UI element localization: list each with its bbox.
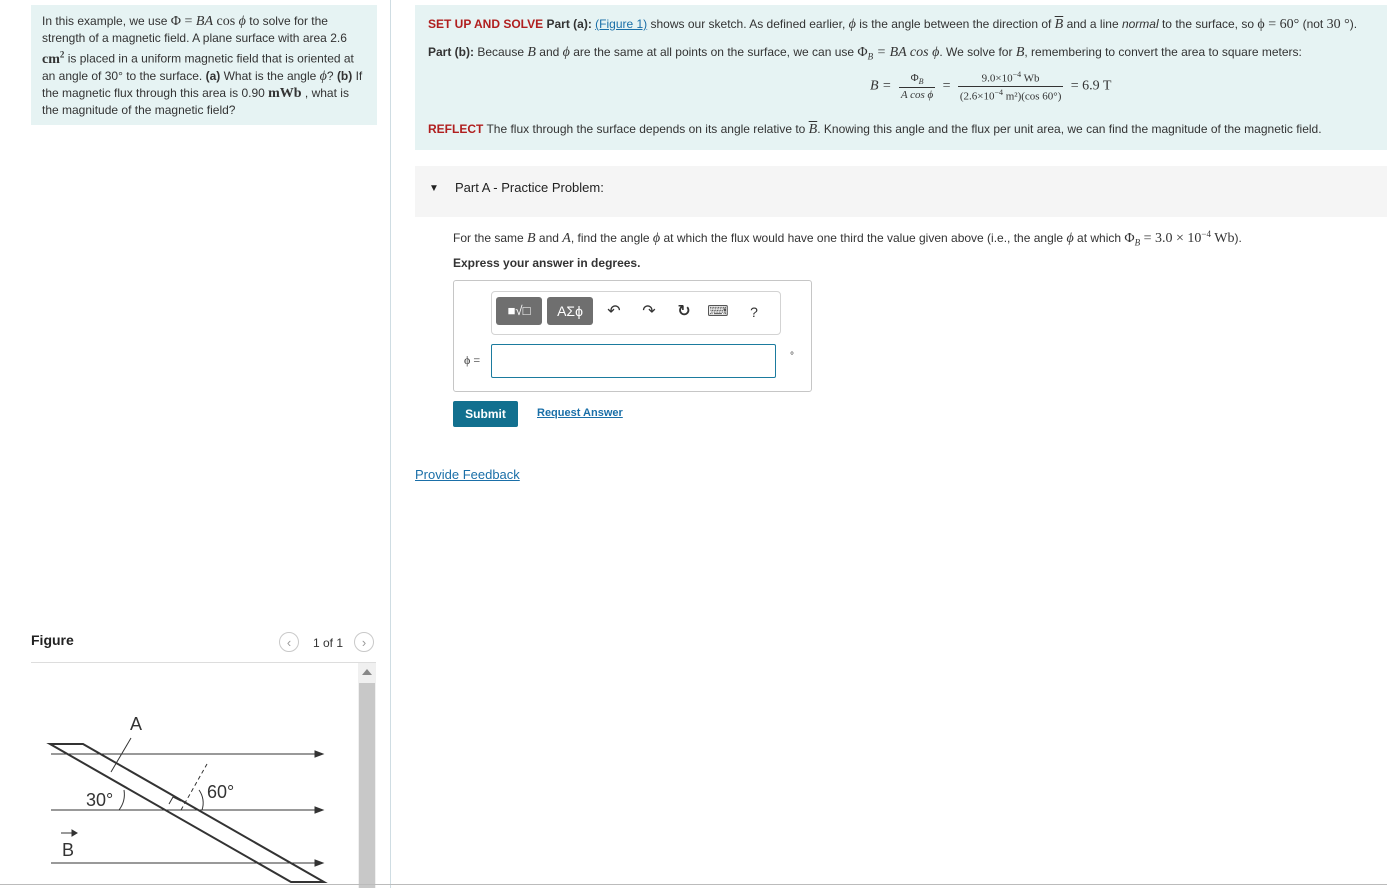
- problem-text: ?: [326, 68, 334, 83]
- problem-statement: [31, 5, 377, 125]
- fraction-flux-over-area: $\frac{\Phi_B}{\text{A cos ϕ}}$: [900, 71, 934, 101]
- label-30-degrees: 30°: [86, 790, 114, 810]
- problem-text: to solve for the strength of a magnetic field. A plane surface with area: [42, 14, 328, 45]
- solution-formula: B = $\frac{\Phi_B}{\text{A cos ϕ}}$ = $\frac{9.0\times 10^{-4} Wb}{(2.6\times 10^{-4} m^2)(\cos 60^\circ)}$ = 6.9 T: [870, 70, 1112, 103]
- undo-icon[interactable]: ↶: [607, 303, 621, 320]
- part-a-tag: (a): [205, 68, 221, 83]
- symbols-button[interactable]: ΑΣϕ: [547, 297, 593, 325]
- problem-text: , what is the magnitude of the magnetic field?: [42, 85, 349, 117]
- phi-symbol: ϕ: [319, 68, 327, 84]
- setup-label: SET UP AND SOLVE: [428, 17, 544, 31]
- collapse-toggle-icon[interactable]: ▼: [429, 183, 439, 194]
- answer-instructions: Express your answer in degrees.: [453, 256, 641, 270]
- problem-text: If the magnetic flux through this area is 0.90: [42, 68, 363, 100]
- part-b-tag: (b): [336, 68, 353, 83]
- answer-input[interactable]: [491, 344, 776, 378]
- math-toolbar: [491, 291, 781, 335]
- help-button[interactable]: ?: [750, 304, 758, 320]
- flux-symbol: Φ: [170, 14, 181, 29]
- prev-figure-button[interactable]: ‹: [279, 632, 299, 652]
- part-a-label: Part (a):: [543, 17, 596, 31]
- figure-link[interactable]: (Figure 1): [595, 17, 648, 31]
- variable-label: ϕ =: [464, 353, 481, 367]
- figure-pager: 1 of 1: [313, 636, 344, 650]
- reflect-label: REFLECT: [428, 122, 484, 136]
- part-a-header[interactable]: [415, 166, 1387, 217]
- cos-symbol: cos: [213, 14, 239, 29]
- redo-icon[interactable]: ↷: [642, 303, 656, 320]
- ba-symbol: BA: [195, 14, 213, 29]
- answer-area: [453, 280, 812, 392]
- practice-question: For the same B and A, find the angle ϕ at which the flux would have one third the value given above (i.e., the angle ϕ at which $\Phi_B = 3.0 \times 10^{-4}$ Wb).: [453, 229, 1242, 248]
- provide-feedback-link[interactable]: Provide Feedback: [415, 467, 520, 482]
- label-a: A: [130, 714, 143, 734]
- equals: =: [180, 14, 196, 29]
- figure-heading: Figure: [31, 632, 74, 648]
- area-unit: $cm^2$: [42, 49, 65, 67]
- keyboard-icon[interactable]: ⌨: [707, 303, 729, 320]
- figure-diagram: [31, 664, 356, 888]
- figure-scrollbar[interactable]: [358, 663, 376, 888]
- fraction-values: $\frac{9.0\times 10^{-4} Wb}{(2.6\times 10^{-4} m^2)(\cos 60^\circ)}$: [959, 70, 1062, 103]
- panel-divider: [390, 0, 391, 888]
- left-panel: [0, 0, 390, 888]
- reset-icon[interactable]: ↻: [677, 303, 691, 320]
- phi-symbol: ϕ: [238, 14, 246, 29]
- figure-divider: [31, 662, 376, 663]
- part-a-title: Part A - Practice Problem:: [455, 180, 604, 195]
- next-figure-button[interactable]: ›: [354, 632, 374, 652]
- templates-button[interactable]: ■√□: [496, 297, 542, 325]
- problem-text: What is the angle: [220, 68, 320, 83]
- label-60-degrees: 60°: [207, 782, 235, 802]
- bottom-border: [0, 884, 1387, 885]
- scroll-up-icon[interactable]: [362, 669, 372, 675]
- area-value: 2.6: [330, 31, 347, 45]
- solution-part-b-line: Part (b): Because B and ϕ are the same at all points on the surface, we can use $\Phi_B$ = BA cos ϕ. We solve for B, remembering to convert the area to square meters:: [428, 45, 1302, 62]
- request-answer-link[interactable]: Request Answer: [537, 407, 623, 419]
- scroll-thumb[interactable]: [359, 683, 375, 888]
- result-value: = 6.9 T: [1070, 78, 1112, 94]
- worked-solution: [415, 5, 1387, 150]
- flux-unit: mWb: [268, 85, 302, 101]
- label-b: B: [62, 840, 75, 860]
- reflect-line: REFLECT The flux through the surface depends on its angle relative to $\overline{B}$. Knowing this angle and the flux per unit area, we can find the magnitude of the magnetic field.: [428, 122, 1322, 137]
- solution-part-a-line: SET UP AND SOLVE Part (a): (Figure 1) shows our sketch. As defined earlier, ϕ is the angle between the direction of $\overline{B}$ and a line normal to the surface, so ϕ = 60° (not 30 °).: [428, 17, 1358, 32]
- part-b-label: Part (b):: [428, 45, 474, 59]
- problem-text: In this example, we use: [42, 14, 168, 28]
- problem-text: is placed in a uniform magnetic field that is oriented at an angle of 30° to the surface.: [42, 51, 354, 83]
- unit-label: °: [790, 351, 794, 362]
- submit-button[interactable]: Submit: [453, 401, 518, 427]
